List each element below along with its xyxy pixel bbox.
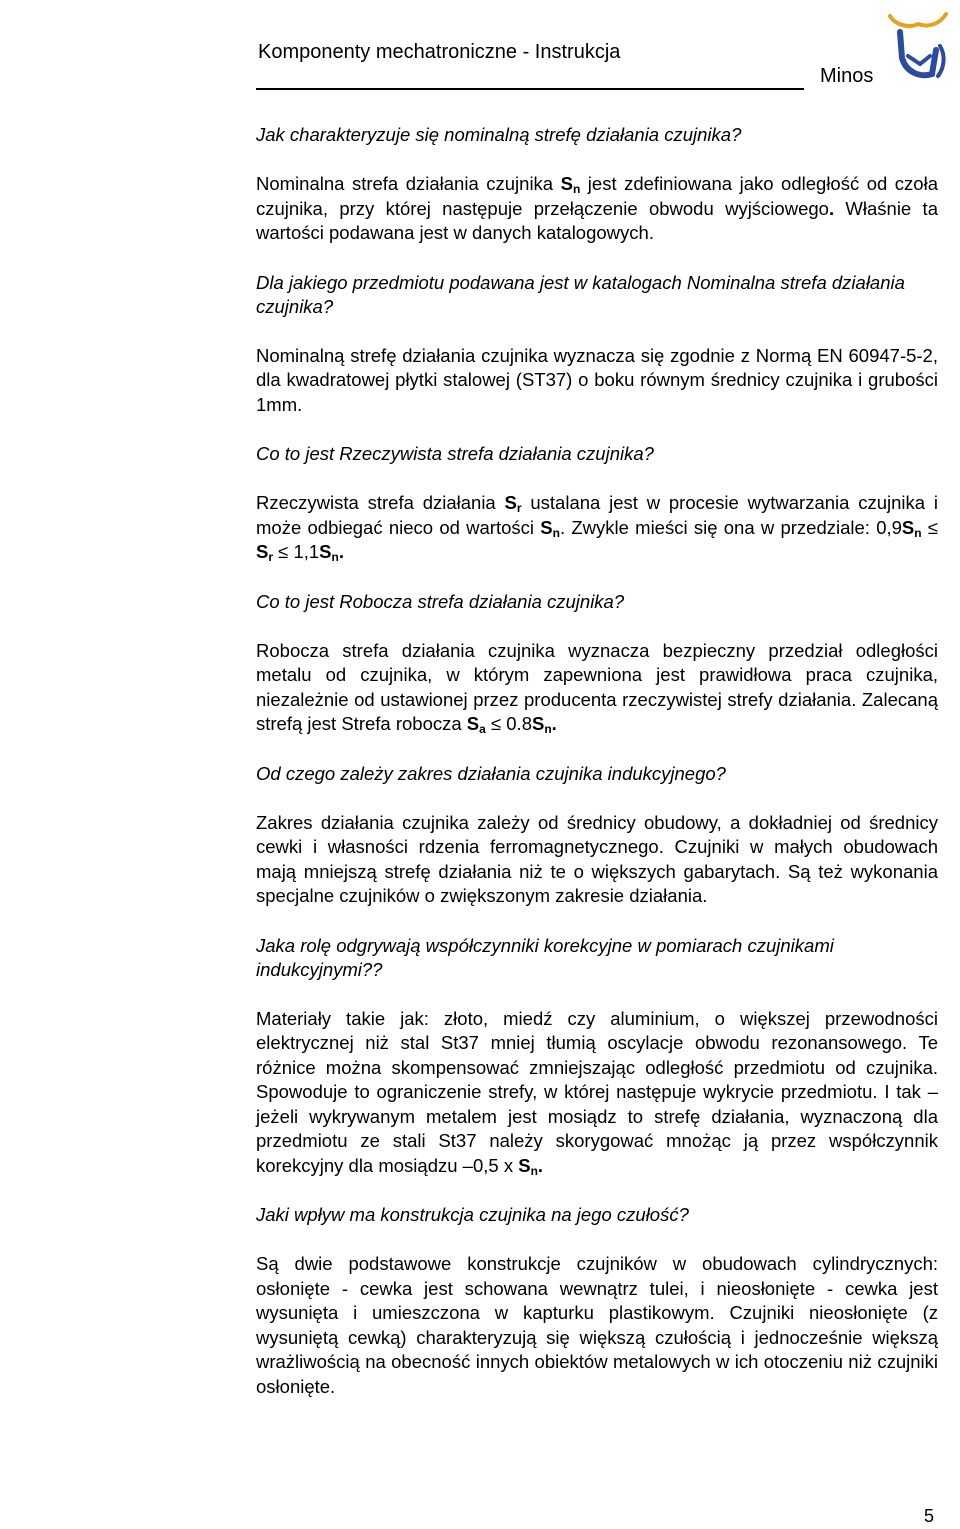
question-2: Dla jakiego przedmiotu podawana jest w katalogach Nominalna strefa działania czujnika? [256, 271, 905, 317]
question-1: Jak charakteryzuje się nominalną strefę działania czujnika? [256, 124, 742, 145]
question-3: Co to jest Rzeczywista strefa działania czujnika? [256, 443, 654, 464]
header-brand: Minos [820, 65, 874, 87]
question-7: Jaki wpływ ma konstrukcja czujnika na jego czułość? [256, 1204, 689, 1225]
minos-logo-icon [880, 6, 954, 86]
document-body [256, 123, 938, 1399]
answer-6: Materiały takie jak: złoto, miedź czy aluminium, o większej przewodności elektrycznej niż stal St37 mniej tłumią oscylacje obwodu rezonansowego. Te różnice można skompensować zmniejszając odległość przedmiotu od czujnika. Spowoduje to ograniczenie strefy, w której następuje wykrycie przedmiotu. I tak – jeżeli wykrywanym metalem jest mosiądz to strefę działania, wyznaczoną dla przedmiotu ze stali St37 należy skorygować mnożąc ją przez współczynnik korekcyjny dla mosiądzu –0,5 x $S_n$. [256, 1007, 938, 1178]
question-6: Jaka rolę odgrywają współczynniki korekcyjne w pomiarach czujnikami indukcyjnymi?? [256, 934, 834, 980]
answer-1: Nominalna strefa działania czujnika $S_n$ jest zdefiniowana jako odległość od czoła czujnika, przy której następuje przełączenie obwodu wyjściowego. Właśnie ta wartości podawana jest w danych katalogowych. [256, 173, 938, 243]
answer-7: Są dwie podstawowe konstrukcje czujników w obudowach cylindrycznych: osłonięte - cewka jest schowana wewnątrz tulei, i nieosłonięte - cewka jest wysunięta i umieszczona w kapturku plastikowym. Czujniki nieosłonięte (z wysuniętą cewką) charakteryzują się większą czułością i jednocześnie większą wrażliwością na obecność innych obiektów metalowych w ich otoczeniu niż czujniki osłonięte. [256, 1253, 938, 1397]
question-5: Od czego zależy zakres działania czujnika indukcyjnego? [256, 762, 726, 784]
page-number: 5 [924, 1506, 935, 1526]
header-title: Komponenty mechatroniczne - Instrukcja [258, 41, 621, 63]
question-4: Co to jest Robocza strefa działania czujnika? [256, 590, 625, 612]
header-rule [256, 88, 804, 90]
answer-2: Nominalną strefę działania czujnika wyznacza się zgodnie z Normą EN 60947-5-2, dla kwadratowej płytki stalowej (ST37) o boku równym średnicy czujnika i grubości 1mm. [256, 344, 938, 415]
answer-4: Robocza strefa działania czujnika wyznacza bezpieczny przedział odległości metalu od czujnika, w którym zapewniona jest prawidłowa praca czujnika, niezależnie od ustawionej przez producenta rzeczywistej strefy działania. Zalecaną strefą jest Strefa robocza $S_a \le 0.8S_n$. [256, 639, 938, 736]
answer-5: Zakres działania czujnika zależy od średnicy obudowy, a dokładniej od średnicy cewki i własności rdzenia ferromagnetycznego. Czujniki w małych obudowach mają mniejszą strefę działania niż te o większych gabarytach. Są też wykonania specjalne czujników o zwiększonym zakresie działania. [256, 811, 938, 906]
answer-3: Rzeczywista strefa działania $S_r$ ustalana jest w procesie wytwarzania czujnika i może odbiegać nieco od wartości $S_n$. Zwykle mieści się ona w przedziale: $0,9S_n \le S_r \le 1,1S_n$. [256, 492, 939, 564]
